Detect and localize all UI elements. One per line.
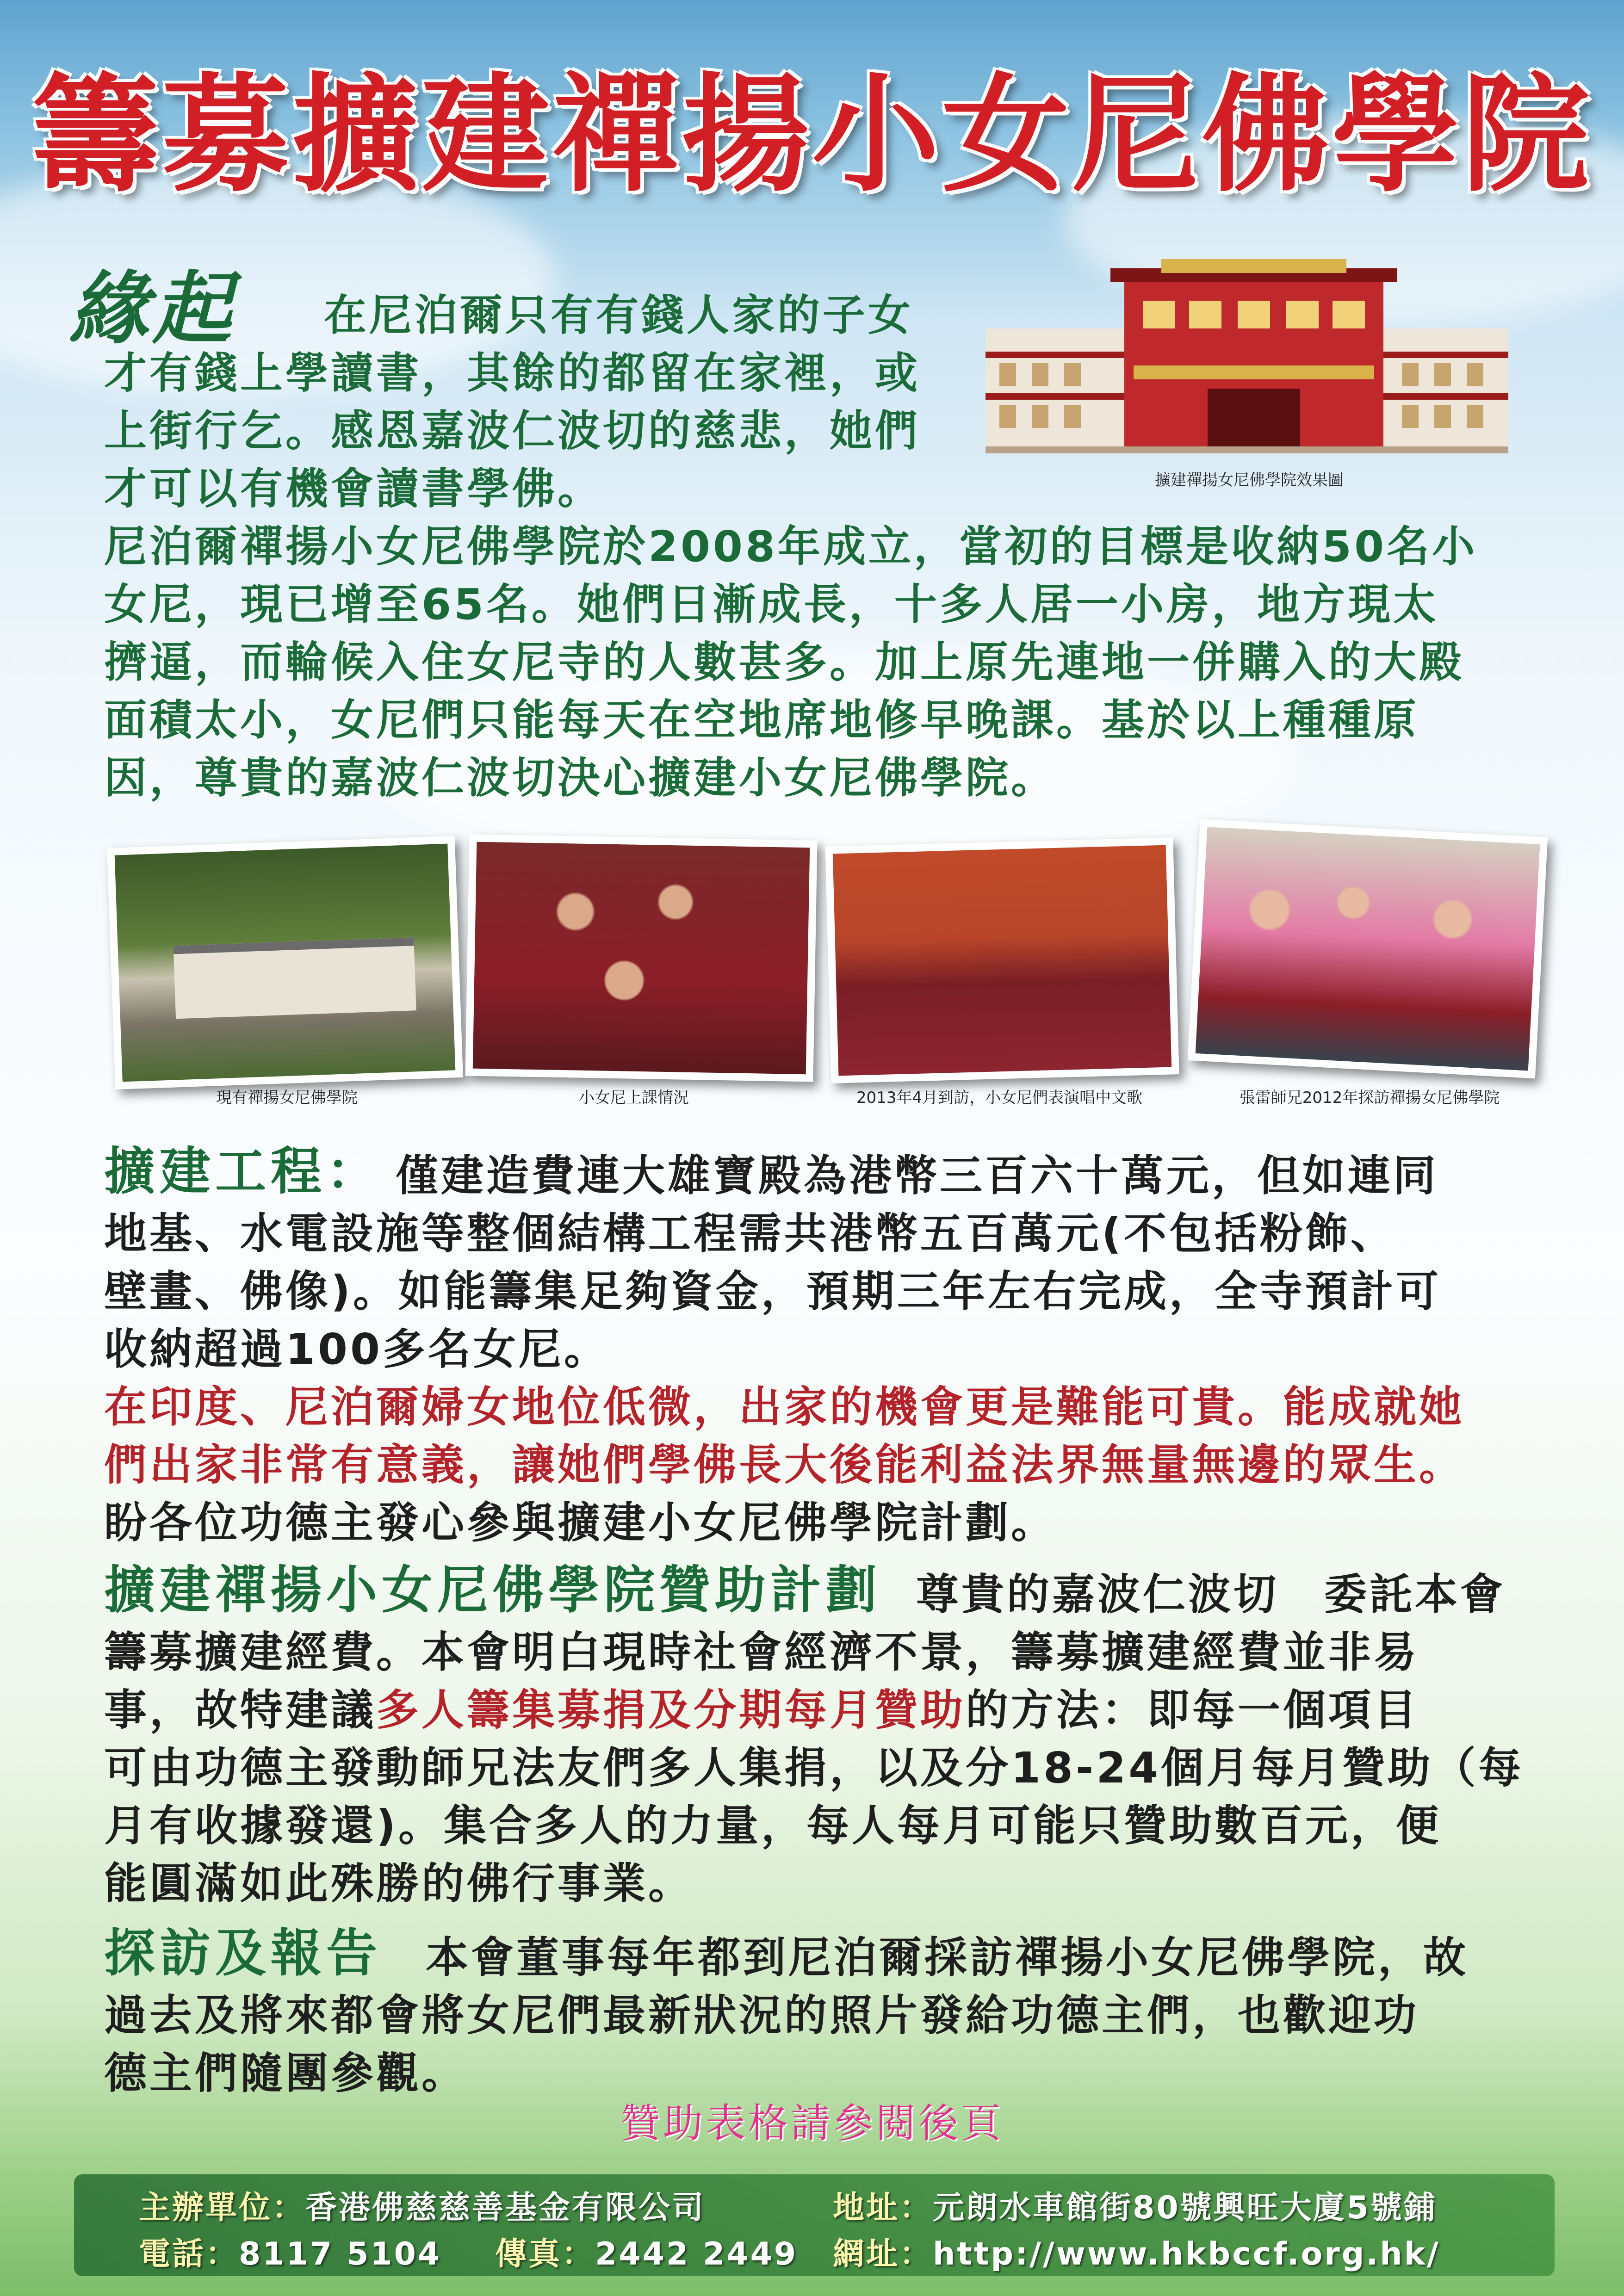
sponsor-line: 尊貴的嘉波仁波切 委託本會 xyxy=(916,1570,1506,1619)
sponsor-heading: 擴建禪揚小女尼佛學院贊助計劃 xyxy=(104,1560,881,1620)
project-red-line: 們出家非常有意義，讓她們學佛長大後能利益法界無量無邊的眾生。 xyxy=(104,1440,1465,1490)
sponsor-line: 能圓滿如此殊勝的佛行事業。 xyxy=(104,1859,694,1908)
history-line: 擠逼，而輪候入住女尼寺的人數甚多。加上原先連地一併購入的大殿 xyxy=(104,637,1465,687)
project-line: 收納超過100多名女尼。 xyxy=(104,1324,610,1374)
visit-line: 過去及將來都會將女尼們最新狀況的照片發給功德主們，也歡迎功 xyxy=(104,1991,1419,2040)
intro-line: 在尼泊爾只有有錢人家的子女 xyxy=(324,291,914,340)
sponsor-text: 事，故特建議 xyxy=(104,1685,377,1735)
temple-rendering-image xyxy=(986,259,1508,453)
history-line: 尼泊爾禪揚小女尼佛學院於2008年成立，當初的目標是收納50名小 xyxy=(104,522,1478,571)
web-link[interactable]: http://www.hkbccf.org.hk/ xyxy=(933,2236,1440,2272)
intro-line: 才有錢上學讀書，其餘的都留在家裡，或 xyxy=(104,348,921,398)
footer-website[interactable] xyxy=(833,2229,1440,2274)
project-line: 壁畫、佛像)。如能籌集足夠資金，預期三年左右完成，全寺預計可 xyxy=(104,1267,1442,1316)
footer-address xyxy=(833,2183,1437,2228)
sponsor-line: 籌募擴建經費。本會明白現時社會經濟不景，籌募擴建經費並非易 xyxy=(104,1628,1419,1677)
sponsor-line: 月有收據發還)。集合多人的力量，每人每月可能只贊助數百元，便 xyxy=(104,1801,1442,1850)
phone-value: 8117 5104 xyxy=(239,2236,442,2272)
project-red-line: 在印度、尼泊爾婦女地位低微，出家的機會更是難能可貴。能成就她 xyxy=(104,1382,1465,1432)
phone-label: 電話： xyxy=(139,2236,239,2272)
address-value: 元朗水車館街80號興旺大廈5號鋪 xyxy=(933,2190,1437,2226)
sponsor-highlight: 多人籌集募捐及分期每月贊助 xyxy=(376,1685,966,1735)
organizer-value: 香港佛慈慈善基金有限公司 xyxy=(305,2190,706,2226)
rendering-caption: 擴建禪揚女尼佛學院效果圖 xyxy=(1155,471,1344,489)
sponsor-line xyxy=(104,1682,1419,1739)
footer-fax xyxy=(495,2229,798,2274)
photo-caption: 小女尼上課情況 xyxy=(579,1089,689,1107)
web-label: 網址： xyxy=(833,2236,933,2272)
sponsor-line: 可由功德主發動師兄法友們多人集捐，以及分18-24個月每月贊助（每 xyxy=(104,1743,1524,1793)
intro-line: 上街行乞。感恩嘉波仁波切的慈悲，她們 xyxy=(104,406,921,456)
sponsor-text: 的方法：即每一個項目 xyxy=(966,1685,1419,1735)
form-note: 贊助表格請參閱後頁 xyxy=(620,2100,1004,2147)
project-heading: 擴建工程： xyxy=(104,1142,382,1201)
photo-current-college xyxy=(107,836,463,1089)
history-line: 女尼，現已增至65名。她們日漸成長，十多人居一小房，地方現太 xyxy=(104,580,1439,629)
footer-organizer xyxy=(139,2183,705,2228)
visit-line: 本會董事每年都到尼泊爾採訪禪揚小女尼佛學院，故 xyxy=(426,1933,1469,1982)
page-title: 籌募擴建禪揚小女尼佛學院 xyxy=(32,60,1592,209)
project-closing: 盼各位功德主發心參與擴建小女尼佛學院計劃。 xyxy=(104,1498,1057,1547)
project-line: 地基、水電設施等整個結構工程需共港幣五百萬元(不包括粉飾、 xyxy=(104,1209,1396,1258)
photo-caption: 張雷師兄2012年探訪禪揚女尼佛學院 xyxy=(1239,1089,1500,1107)
photo-visit xyxy=(1188,819,1548,1079)
address-label: 地址： xyxy=(833,2190,933,2226)
footer-phone xyxy=(139,2229,441,2274)
intro-heading: 緣起 xyxy=(69,262,236,355)
photo-caption: 2013年4月到訪，小女尼們表演唱中文歌 xyxy=(856,1089,1143,1107)
photo-singing xyxy=(825,837,1179,1083)
fax-label: 傳真： xyxy=(495,2236,595,2272)
organizer-label: 主辦單位： xyxy=(139,2190,306,2226)
visit-heading: 探訪及報告 xyxy=(104,1924,382,1983)
intro-line: 才可以有機會讀書學佛。 xyxy=(104,464,603,514)
project-line: 僅建造費連大雄寶殿為港幣三百六十萬元，但如連同 xyxy=(396,1151,1439,1201)
photo-caption: 現有禪揚女尼佛學院 xyxy=(216,1089,358,1107)
fax-value: 2442 2449 xyxy=(595,2236,798,2272)
photo-class xyxy=(465,834,818,1082)
visit-line: 德主們隨團參觀。 xyxy=(104,2048,467,2098)
history-line: 面積太小，女尼們只能每天在空地席地修早晚課。基於以上種種原 xyxy=(104,695,1419,745)
history-line: 因，尊貴的嘉波仁波切決心擴建小女尼佛學院。 xyxy=(104,753,1057,803)
